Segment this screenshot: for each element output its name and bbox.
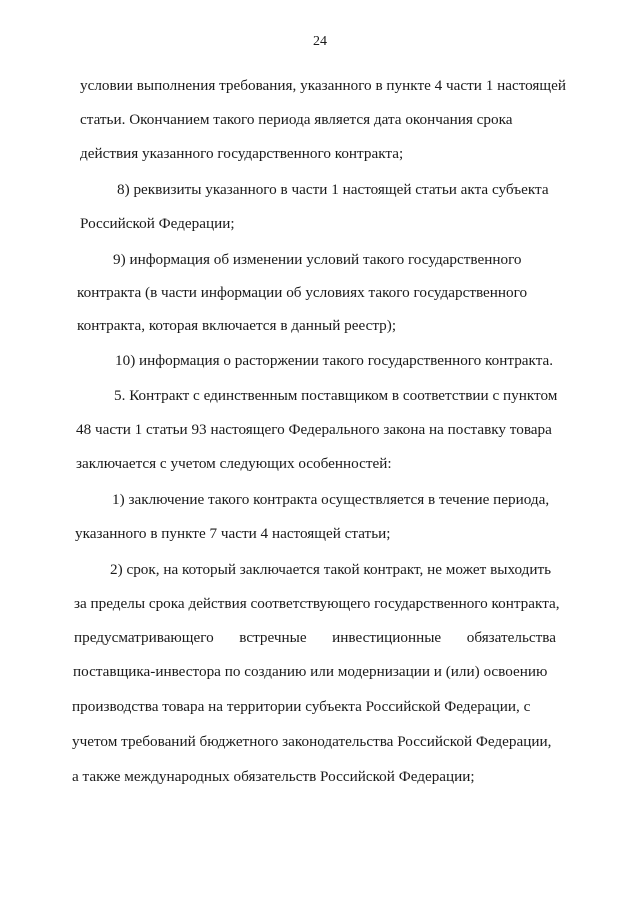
justified-text-line bbox=[74, 628, 556, 648]
text-line: 48 части 1 статьи 93 настоящего Федерального закона на поставку товара bbox=[76, 421, 552, 438]
text-line: учетом требований бюджетного законодательства Российской Федерации, bbox=[72, 733, 552, 750]
text-line: заключается с учетом следующих особенностей: bbox=[76, 455, 392, 472]
text-line: 5. Контракт с единственным поставщиком в соответствии с пунктом bbox=[114, 387, 558, 404]
text-line: 2) срок, на который заключается такой контракт, не может выходить bbox=[110, 561, 552, 578]
text-line: статьи. Окончанием такого периода является дата окончания срока bbox=[80, 111, 513, 128]
word: обязательства bbox=[466, 629, 556, 646]
text-line: условии выполнения требования, указанного в пункте 4 части 1 настоящей bbox=[80, 77, 566, 94]
text-line: 9) информация об изменении условий такого государственного bbox=[113, 251, 522, 268]
text-line: 8) реквизиты указанного в части 1 настоящей статьи акта субъекта bbox=[117, 181, 549, 198]
text-line: за пределы срока действия соответствующего государственного контракта, bbox=[74, 595, 560, 612]
text-line: а также международных обязательств Российской Федерации; bbox=[72, 768, 475, 785]
word: инвестиционные bbox=[332, 629, 442, 646]
text-line: контракта, которая включается в данный реестр); bbox=[77, 317, 397, 334]
text-line: поставщика-инвестора по созданию или модернизации и (или) освоению bbox=[73, 663, 548, 680]
word: предусматривающего bbox=[74, 629, 214, 646]
text-line: указанного в пункте 7 части 4 настоящей статьи; bbox=[75, 525, 391, 542]
word: встречные bbox=[239, 629, 307, 646]
text-line: 10) информация о расторжении такого государственного контракта. bbox=[115, 352, 554, 369]
text-line: производства товара на территории субъекта Российской Федерации, с bbox=[72, 698, 531, 715]
text-line: контракта (в части информации об условиях такого государственного bbox=[77, 284, 528, 301]
text-line: действия указанного государственного контракта; bbox=[80, 145, 404, 162]
text-line: 1) заключение такого контракта осуществляется в течение периода, bbox=[112, 491, 550, 508]
page-number: 24 bbox=[313, 34, 327, 49]
text-line: Российской Федерации; bbox=[80, 215, 235, 232]
